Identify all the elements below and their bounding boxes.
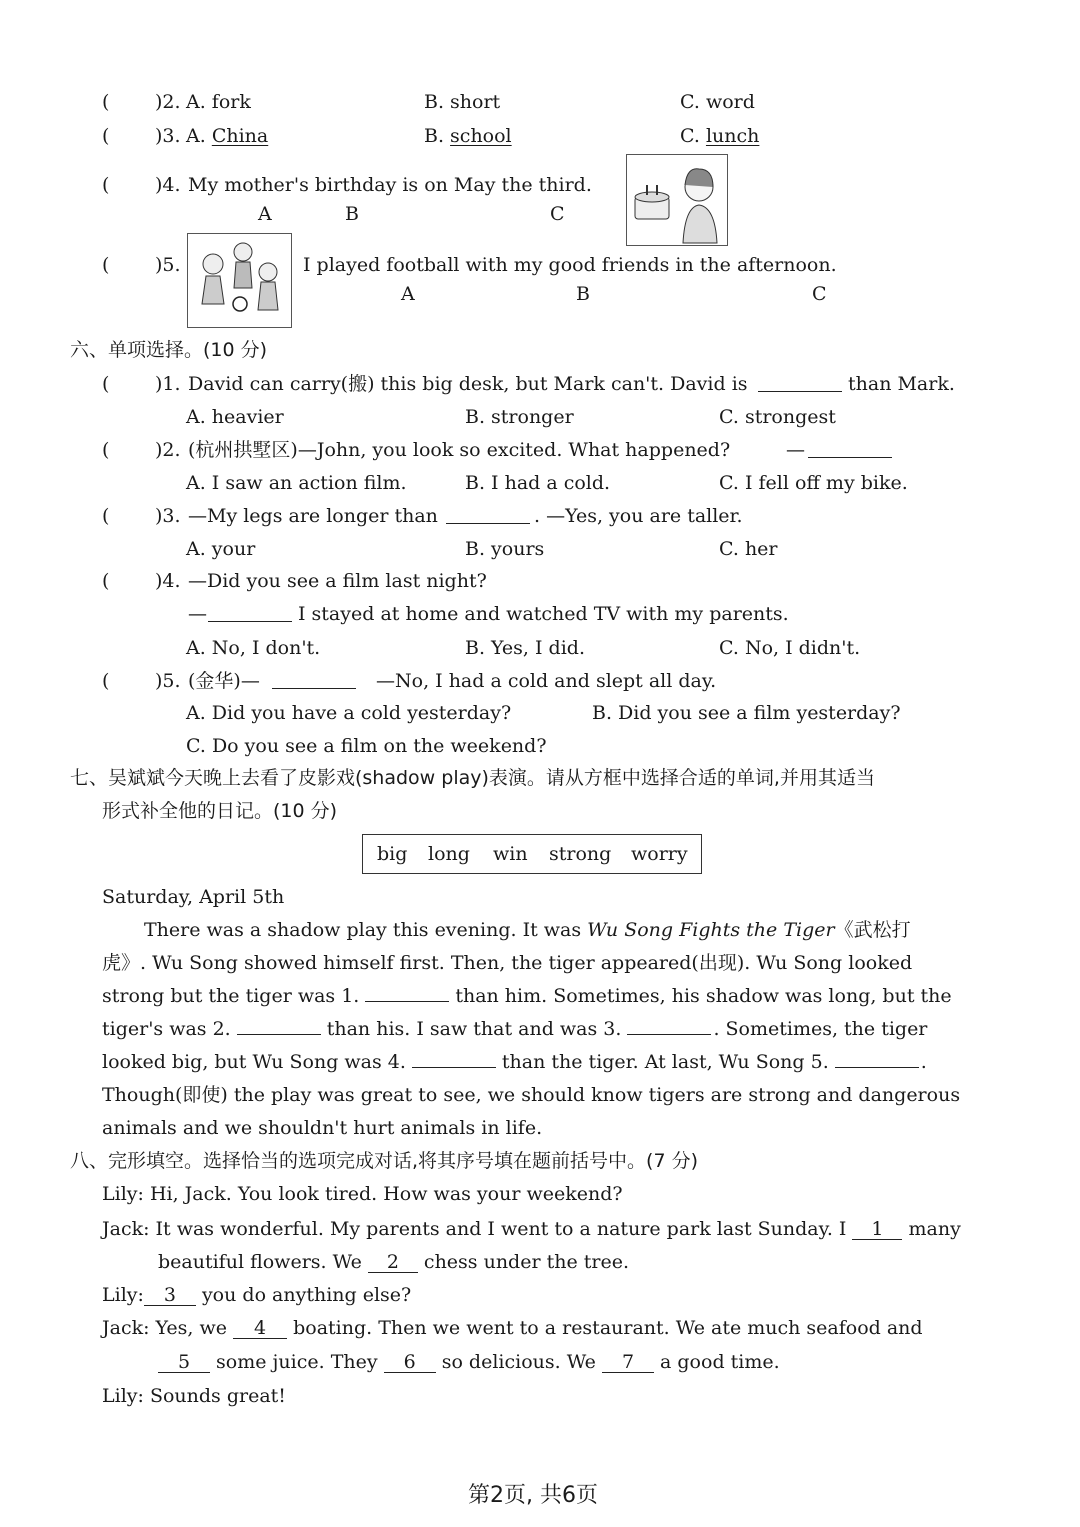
paren-p6q5: ( [102,670,110,692]
p5-q2-number: )2. [155,91,181,113]
p5-q2-option-c: C. word [680,91,755,113]
p5-q4-label-c: C [550,203,565,225]
paren-p5q4: ( [102,174,110,196]
cake-woman-illustration [627,155,727,245]
p6-q3-blank [446,523,530,524]
p5-q5-label-a: A [401,283,415,305]
paren-p5q3: ( [102,125,110,147]
p6-q2-blank [808,457,892,458]
part7-heading-line2: 形式补全他的日记。(10 分) [102,800,338,822]
p6-q2-dash: — [786,439,805,461]
p6-q4-option-c: C. No, I didn't. [719,637,861,659]
p6-q5-option-b: B. Did you see a film yesterday? [592,702,901,724]
diary-line-1: There was a shadow play this evening. It was Wu Song Fights the Tiger《武松打 [144,919,911,941]
p5-q3-number: )3. [155,125,181,147]
dialog-line-1: Lily: Hi, Jack. You look tired. How was your weekend? [102,1183,623,1205]
p5-q4-sentence: My mother's birthday is on May the third. [188,174,592,196]
p6-q4-option-b: B. Yes, I did. [465,637,585,659]
cloze-blank-5: 5 [158,1353,210,1373]
diary-date: Saturday, April 5th [102,886,285,908]
cloze-blank-4: 4 [233,1319,287,1339]
page-footer: 第2页, 共6页 [468,1483,598,1508]
p6-q5-stem-end: —No, I had a cold and slept all day. [376,670,717,692]
word-bank-box [362,834,702,874]
diary-line-4: tiger's was 2. than his. I saw that and was 3. . Sometimes, the tiger [102,1018,928,1040]
p6-q3-option-b: B. yours [465,538,545,560]
p6-q1-blank [758,391,842,392]
p6-q2-option-c: C. I fell off my bike. [719,472,908,494]
p5-q5-number: )5. [155,254,181,276]
p6-q5-number: )5. [155,670,181,692]
cloze-blank-6: 6 [384,1353,436,1373]
p6-q2-stem: (杭州拱墅区)—John, you look so excited. What happened? [188,439,731,461]
cloze-blank-1: 1 [852,1220,902,1240]
p6-q4-line2: I stayed at home and watched TV with my parents. [298,603,789,625]
p6-q5-stem: (金华)— [188,670,260,692]
p6-q4-option-a: A. No, I don't. [186,637,321,659]
p5-q3-option-b: B. school [424,125,512,147]
word-bank-word-4: strong [549,843,612,865]
dialog-line-6: 5 some juice. They 6 so delicious. We 7 a good time. [158,1353,780,1373]
p6-q2-option-a: A. I saw an action film. [186,472,407,494]
p5-q3-option-c: C. lunch [680,125,760,147]
cloze-blank-7: 7 [602,1353,654,1373]
p6-q2-number: )2. [155,439,181,461]
p5-q2-option-a: A. fork [186,91,251,113]
p6-q4-stem: —Did you see a film last night? [188,570,487,592]
paren-p6q1: ( [102,373,110,395]
word-bank-word-3: win [493,843,528,865]
p6-q2-option-b: B. I had a cold. [465,472,611,494]
diary-line-3: strong but the tiger was 1. than him. Sometimes, his shadow was long, but the [102,985,952,1007]
word-bank-word-1: big [377,843,408,865]
p6-q1-number: )1. [155,373,181,395]
diary-line-2: 虎》. Wu Song showed himself first. Then, the tiger appeared(出现). Wu Song looked [102,952,913,974]
diary-line-5: looked big, but Wu Song was 4. than the tiger. At last, Wu Song 5. . [102,1051,927,1073]
p5-q5-label-b: B [576,283,590,305]
p6-q3-option-c: C. her [719,538,778,560]
dialog-line-2: Jack: It was wonderful. My parents and I went to a nature park last Sunday. I 1 many [102,1218,961,1240]
kids-football-image [187,233,292,328]
p5-q3-option-a: A. China [186,125,269,147]
p6-q1-stem-end: than Mark. [848,373,955,395]
paren-p5q5: ( [102,254,110,276]
p6-q5-option-a: A. Did you have a cold yesterday? [186,702,512,724]
part6-heading: 六、单项选择。(10 分) [70,339,268,361]
dialog-line-3: beautiful flowers. We 2 chess under the tree. [158,1251,629,1273]
p5-q4-number: )4. [155,174,181,196]
p6-q1-stem: David can carry(搬) this big desk, but Mark can't. David is [188,373,748,395]
p5-q4-label-b: B [345,203,359,225]
p6-q1-option-c: C. strongest [719,406,836,428]
p6-q3-stem: —My legs are longer than [188,505,438,527]
p5-q5-label-c: C [812,283,827,305]
cloze-blank-2: 2 [368,1253,418,1273]
p6-q5-blank [272,688,356,689]
paren-p6q2: ( [102,439,110,461]
p6-q4-number: )4. [155,570,181,592]
paren-p5q2: ( [102,91,110,113]
p5-q2-option-b: B. short [424,91,501,113]
dialog-line-5: Jack: Yes, we 4 boating. Then we went to a restaurant. We ate much seafood and [102,1317,923,1339]
p6-q4-blank [208,621,292,622]
p6-q5-option-c: C. Do you see a film on the weekend? [186,735,547,757]
p6-q1-option-b: B. stronger [465,406,574,428]
part7-heading-line1: 七、吴斌斌今天晚上去看了皮影戏(shadow play)表演。请从方框中选择合适的单词,并用其适当 [70,767,875,789]
part8-heading: 八、完形填空。选择恰当的选项完成对话,将其序号填在题前括号中。(7 分) [70,1150,698,1172]
kids-football-illustration [188,234,291,327]
paren-p6q4: ( [102,570,110,592]
p6-q1-option-a: A. heavier [186,406,284,428]
p6-q3-stem-end: . —Yes, you are taller. [534,505,743,527]
cloze-blank-3: 3 [144,1286,196,1306]
word-bank-word-2: long [428,843,470,865]
paren-p6q3: ( [102,505,110,527]
p6-q3-option-a: A. your [186,538,256,560]
dialog-line-7: Lily: Sounds great! [102,1385,286,1407]
dialog-line-4: Lily: 3 you do anything else? [102,1284,412,1306]
p5-q5-sentence: I played football with my good friends in the afternoon. [303,254,837,276]
diary-line-6: Though(即使) the play was great to see, we should know tigers are strong and dangerous [102,1084,961,1106]
word-bank-word-5: worry [631,843,688,865]
cake-woman-image [626,154,728,246]
diary-line-7: animals and we shouldn't hurt animals in life. [102,1117,543,1139]
p6-q4-dash: — [188,603,207,625]
p5-q4-label-a: A [258,203,272,225]
p6-q3-number: )3. [155,505,181,527]
